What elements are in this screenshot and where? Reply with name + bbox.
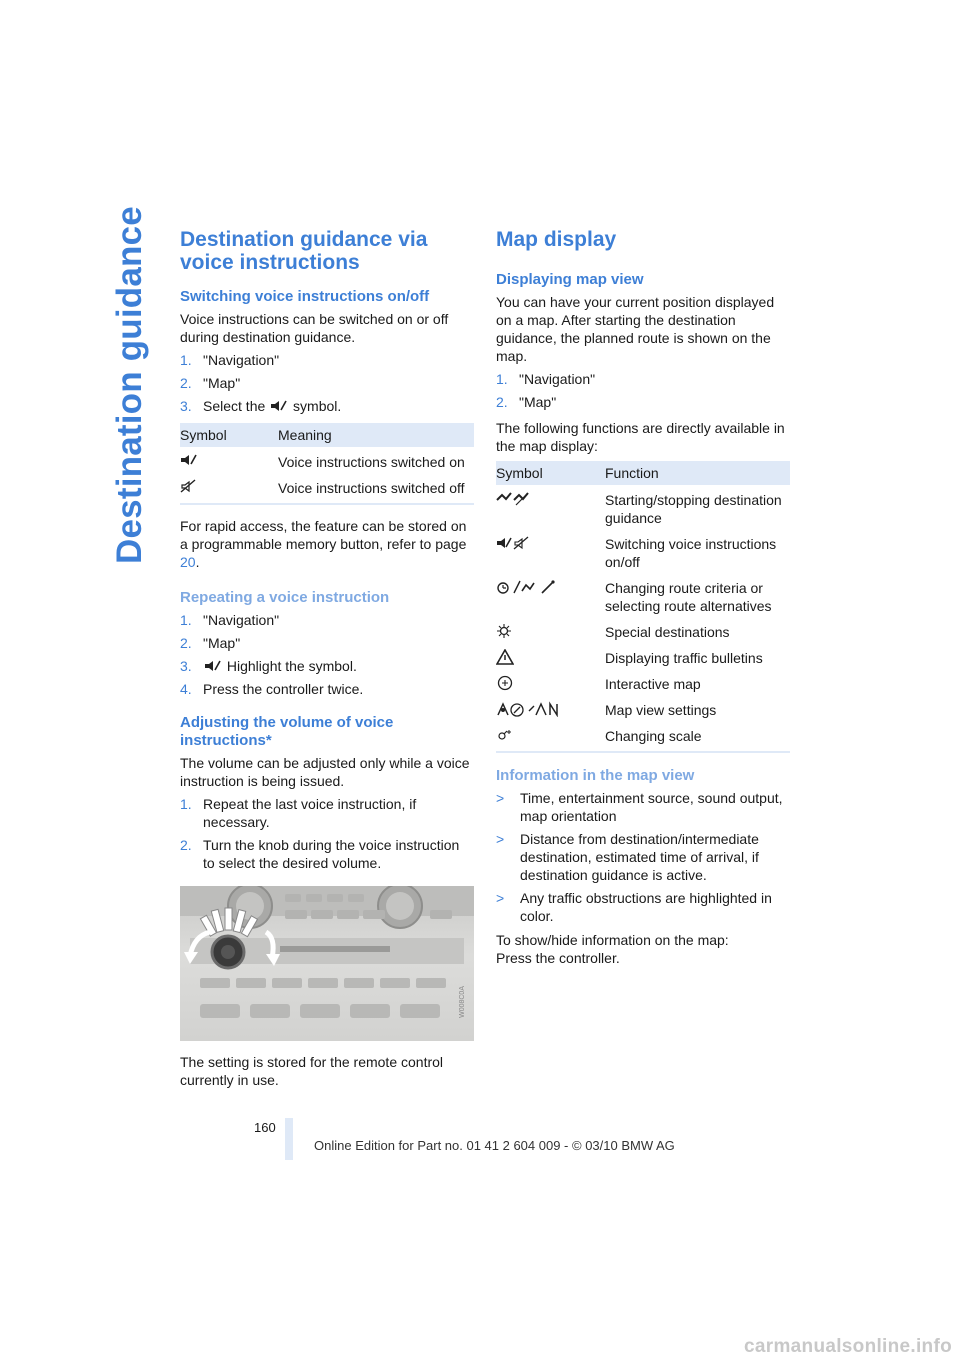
- column-header-symbol: Symbol: [180, 423, 278, 447]
- table-row: [180, 447, 474, 473]
- table-cell-function: Changing route criteria or selecting route alternatives: [605, 580, 772, 614]
- chapter-title-text: Destination guidance: [110, 206, 149, 564]
- list-item: > Distance from destination/intermediate destination, estimated time of arrival, if destination guidance is active.: [496, 831, 759, 883]
- change-scale-icon: [496, 727, 514, 743]
- table-header-row: [180, 423, 474, 447]
- right-column: [496, 228, 790, 972]
- steps-switching-voice: [180, 351, 474, 415]
- column-header-symbol: Symbol: [496, 461, 605, 485]
- interactive-map-icon: [496, 675, 514, 691]
- voice-symbol-table: [180, 423, 474, 505]
- list-item: 2. "Map": [180, 375, 241, 391]
- table-cell-function: Map view settings: [605, 702, 717, 718]
- list-item: 3. Highlight the symbol.: [180, 658, 357, 674]
- side-chapter-title: [100, 206, 160, 564]
- photo-code: W008C0A: [459, 986, 466, 1018]
- steps-map-view: [496, 370, 790, 411]
- table-header-row: [496, 461, 790, 485]
- table-row: [496, 485, 790, 529]
- list-item: 2. Turn the knob during the voice instruction to select the desired volume.: [180, 837, 460, 871]
- paragraph-volume-intro: The volume can be adjusted only while a voice instruction is being issued.: [180, 755, 470, 789]
- paragraph-press-controller: Press the controller.: [496, 950, 620, 966]
- list-item: 1. "Navigation": [180, 612, 280, 628]
- table-cell-function: Displaying traffic bulletins: [605, 650, 763, 666]
- paragraph-rapid-access: For rapid access, the feature can be stored on a programmable memory button, refer to page 20.: [180, 518, 467, 570]
- table-row: [496, 669, 790, 695]
- speaker-on-icon: [180, 453, 198, 467]
- list-item: 1. "Navigation": [180, 352, 280, 368]
- subheading-information-map-view: Information in the map view: [496, 767, 695, 784]
- table-cell-meaning: Voice instructions switched on: [278, 454, 465, 470]
- subheading-displaying-map: Displaying map view: [496, 271, 644, 288]
- speaker-on-icon: [270, 399, 288, 413]
- traffic-bulletin-icon: [496, 649, 514, 665]
- control-panel-illustration: [180, 886, 474, 1041]
- table-cell-function: Switching voice instructions on/off: [605, 536, 777, 570]
- table-row: [496, 573, 790, 617]
- speaker-on-icon: [204, 659, 222, 673]
- list-item: 1. "Navigation": [496, 371, 596, 387]
- map-function-table: [496, 461, 790, 753]
- table-cell-meaning: Voice instructions switched off: [278, 473, 474, 504]
- subheading-repeating-voice: Repeating a voice instruction: [180, 589, 390, 606]
- section-heading-map-display: Map display: [496, 228, 617, 251]
- footer-edition: Online Edition for Part no. 01 41 2 604 009 - © 03/10 BMW AG: [314, 1138, 675, 1153]
- subheading-switching-voice: Switching voice instructions on/off: [180, 288, 430, 305]
- column-header-meaning: Meaning: [278, 423, 474, 447]
- table-row: [496, 643, 790, 669]
- table-cell-function: Interactive map: [605, 676, 701, 692]
- paragraph-map-intro: You can have your current position displayed on a map. After starting the destination guidance, the planned route is shown on the map.: [496, 294, 775, 364]
- list-item: 4. Press the controller twice.: [180, 681, 364, 697]
- voice-instructions-toggle-icon: [496, 535, 530, 551]
- table-row: [496, 721, 790, 752]
- table-row: [496, 617, 790, 643]
- paragraph-voice-intro: Voice instructions can be switched on or off during destination guidance.: [180, 311, 449, 345]
- list-item: 2. "Map": [496, 394, 557, 410]
- paragraph-functions-available: The following functions are directly available in the map display:: [496, 420, 785, 454]
- paragraph-setting-stored: The setting is stored for the remote control currently in use.: [180, 1054, 444, 1088]
- special-destinations-icon: [496, 623, 512, 639]
- route-criteria-icon: [496, 579, 556, 595]
- watermark: carmanualsonline.info: [744, 1336, 952, 1357]
- table-row: [180, 473, 474, 504]
- speaker-off-icon: [180, 479, 198, 493]
- left-column: [180, 228, 474, 1094]
- page-reference-link[interactable]: 20: [180, 554, 196, 570]
- table-row: [496, 695, 790, 721]
- section-heading-voice-guidance: Destination guidance via voice instructions: [180, 228, 428, 274]
- control-panel-photo: [180, 886, 474, 1041]
- paragraph-show-hide: To show/hide information on the map:: [496, 932, 729, 948]
- footer-accent-bar: [285, 1118, 293, 1160]
- page-number: 160: [254, 1120, 276, 1135]
- destination-guidance-icon: [496, 491, 530, 507]
- table-row: [496, 529, 790, 573]
- table-cell-function: Special destinations: [605, 624, 730, 640]
- steps-repeating-voice: [180, 611, 474, 698]
- subheading-adjusting-volume: Adjusting the volume of voice instructions*: [180, 714, 394, 749]
- list-item: > Any traffic obstructions are highlighted in color.: [496, 890, 772, 924]
- table-cell-function: Changing scale: [605, 721, 790, 752]
- map-view-settings-icon: [496, 701, 560, 717]
- list-item: > Time, entertainment source, sound output, map orientation: [496, 790, 783, 824]
- table-cell-function: Starting/stopping destination guidance: [605, 492, 782, 526]
- column-header-function: Function: [605, 461, 790, 485]
- map-info-list: [496, 789, 790, 925]
- list-item: 2. "Map": [180, 635, 241, 651]
- list-item: 3. Select the symbol.: [180, 398, 342, 414]
- steps-adjusting-volume: [180, 795, 474, 872]
- list-item: 1. Repeat the last voice instruction, if necessary.: [180, 796, 417, 830]
